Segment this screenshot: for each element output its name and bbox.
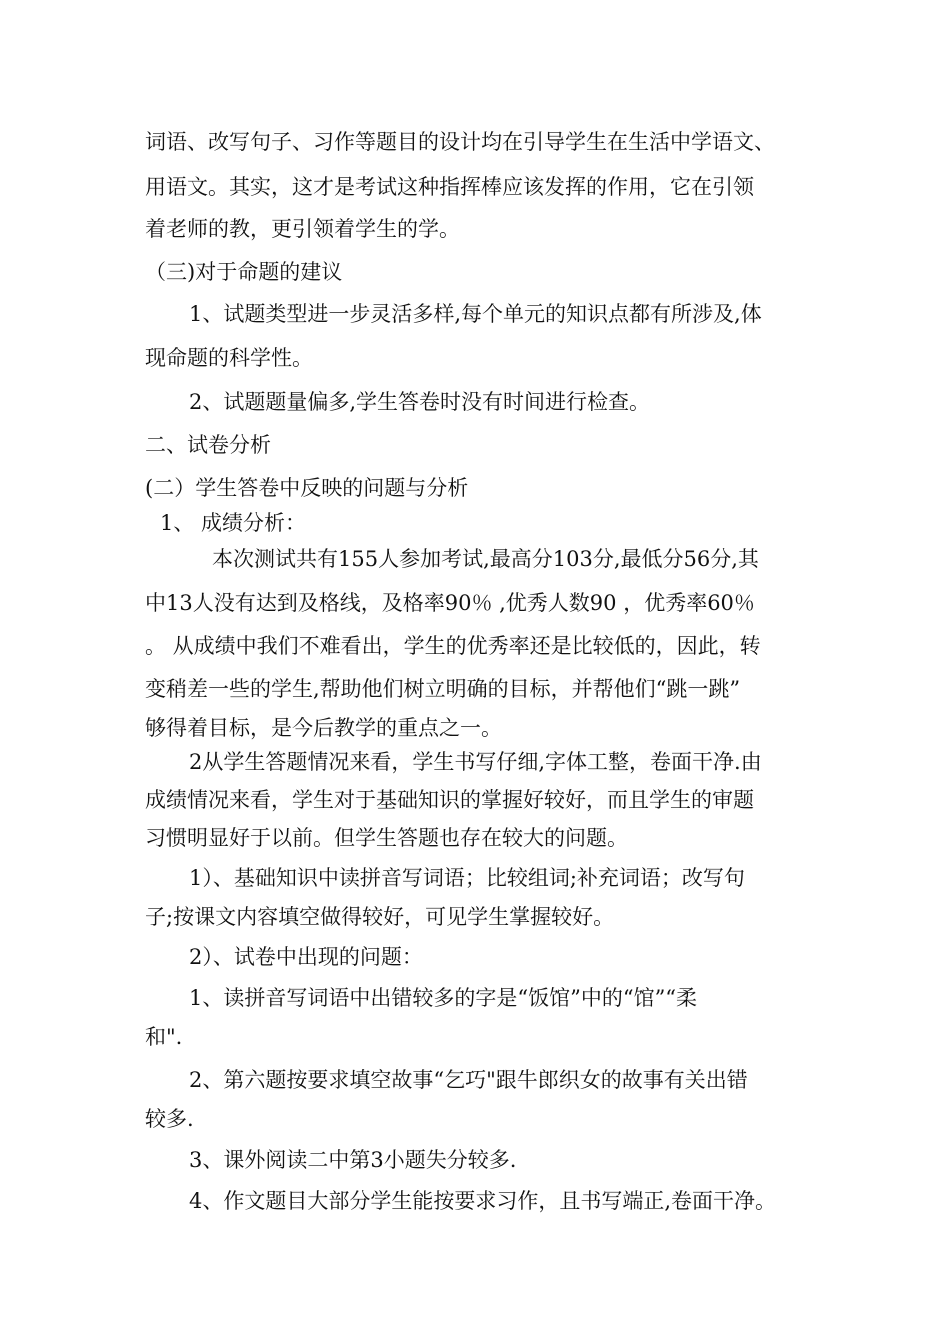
text-line: 习惯明显好于以前。但学生答题也存在较大的问题。 bbox=[145, 826, 628, 850]
text-line: 3、课外阅读二中第3小题失分较多. bbox=[189, 1148, 517, 1172]
text-line: 着老师的教，更引领着学生的学。 bbox=[145, 217, 460, 241]
text-line: 2）、试卷中出现的问题： bbox=[189, 945, 423, 969]
text-line: 用语文。其实，这才是考试这种指挥棒应该发挥的作用，它在引领 bbox=[145, 175, 754, 199]
section-heading: （三)对于命题的建议 bbox=[145, 260, 343, 284]
text-line: 和". bbox=[145, 1025, 183, 1049]
text-line: 变稍差一些的学生,帮助他们树立明确的目标，并帮他们“跳一跳” bbox=[145, 677, 741, 701]
text-line: 2从学生答题情况来看，学生书写仔细,字体工整，卷面干净.由 bbox=[189, 750, 762, 774]
text-line: 够得着目标，是今后教学的重点之一。 bbox=[145, 716, 502, 740]
text-line: 1、试题类型进一步灵活多样,每个单元的知识点都有所涉及,体 bbox=[189, 302, 762, 326]
text-line: 1、读拼音写词语中出错较多的字是“饭馆”中的“馆”“柔 bbox=[189, 986, 698, 1010]
text-line: 子;按课文内容填空做得较好，可见学生掌握较好。 bbox=[145, 905, 615, 929]
section-heading: (二）学生答卷中反映的问题与分析 bbox=[145, 476, 469, 500]
text-line: 本次测试共有155人参加考试,最高分103分,最低分56分,其 bbox=[212, 547, 759, 571]
subsection-heading: 1、 成绩分析： bbox=[160, 511, 307, 535]
text-line: 现命题的科学性。 bbox=[145, 346, 313, 370]
text-line: 较多. bbox=[145, 1107, 194, 1131]
text-line: 2、第六题按要求填空故事“乞巧"跟牛郎织女的故事有关出错 bbox=[189, 1068, 748, 1092]
text-line: 。 从成绩中我们不难看出，学生的优秀率还是比较低的，因此，转 bbox=[145, 634, 761, 658]
section-heading: 二、试卷分析 bbox=[145, 433, 271, 457]
text-line: 中13人没有达到及格线，及格率90％ ,优秀人数90 ，优秀率60％ bbox=[145, 591, 755, 615]
text-line: 成绩情况来看，学生对于基础知识的掌握好较好，而且学生的审题 bbox=[145, 788, 754, 812]
text-line: 词语、改写句子、习作等题目的设计均在引导学生在生活中学语文、 bbox=[145, 130, 775, 154]
text-line: 2、试题题量偏多,学生答卷时没有时间进行检查。 bbox=[189, 390, 651, 414]
text-line: 1）、基础知识中读拼音写词语；比较组词;补充词语；改写句 bbox=[189, 866, 745, 890]
text-line: 4、作文题目大部分学生能按要求习作，且书写端正,卷面干净。 bbox=[189, 1189, 777, 1213]
